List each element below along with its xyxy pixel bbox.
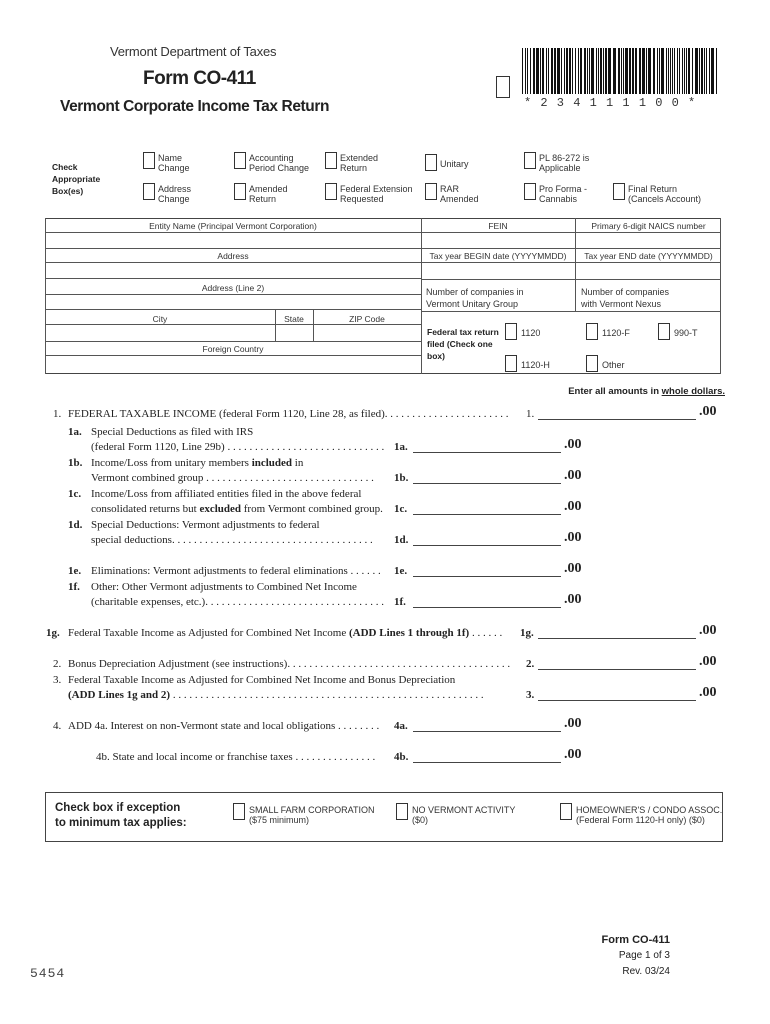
barcode-bar	[527, 48, 528, 94]
tax-year-end-label: Tax year END date (YYYYMMDD)	[584, 251, 713, 261]
line-1g-num: 1g.	[46, 627, 60, 639]
line-1g-cents: .00	[699, 623, 717, 638]
unitary-checkbox[interactable]	[425, 154, 437, 171]
line-1e-ref: 1e.	[394, 565, 408, 577]
barcode-bar	[623, 48, 624, 94]
barcode-bar	[596, 48, 597, 94]
line-1c-ref: 1c.	[394, 503, 408, 515]
line-1a-text-b: (federal Form 1120, Line 29b) . . . . . . . . . . . . . . . . . . . . . . . . . . . . .	[91, 441, 385, 453]
barcode-bar	[566, 48, 568, 94]
federal-other-label: Other	[602, 360, 625, 370]
line-1d-num: 1d.	[68, 519, 83, 531]
line-1g-text-pre: Federal Taxable Income as Adjusted for Combined Net Income	[68, 627, 349, 639]
line-1d-text-a: Special Deductions: Vermont adjustments to federal	[91, 519, 320, 531]
entity-name-field[interactable]	[47, 234, 419, 247]
barcode-bar	[575, 48, 576, 94]
line-1c-text-b-emph: excluded	[199, 503, 242, 515]
line-2-text: Bonus Depreciation Adjustment (see instructions). . . . . . . . . . . . . . . . . . . . . . . . . . . . . . . . . . . . . . . . .	[68, 658, 511, 670]
federal-1120f-checkbox[interactable]	[586, 323, 598, 340]
federal-1120h-checkbox[interactable]	[505, 355, 517, 372]
line-3-text-b-post: . . . . . . . . . . . . . . . . . . . . . . . . . . . . . . . . . . . . . . . . . . . . . . . . . . . . . . . . .	[170, 689, 484, 701]
barcode-bar	[709, 48, 710, 94]
foreign-country-field[interactable]	[47, 357, 419, 371]
address-label: Address	[217, 251, 249, 261]
barcode-bar	[561, 48, 562, 94]
barcode-bar	[621, 48, 622, 94]
barcode-bar	[642, 48, 645, 94]
whole-dollars-note	[450, 386, 725, 397]
line-1d-ref: 1d.	[394, 534, 409, 546]
name-change-checkbox[interactable]	[143, 152, 155, 169]
exception-heading	[55, 801, 187, 831]
amended-return-checkbox[interactable]	[234, 183, 246, 200]
line-1-ref: 1.	[526, 408, 535, 420]
department-name: Vermont Department of Taxes	[110, 44, 277, 59]
barcode-bar	[659, 48, 660, 94]
num-companies-nexus-label: Number of companies with Vermont Nexus	[581, 287, 670, 309]
whole-dollars-note-prefix: Enter all amounts in	[568, 386, 662, 397]
line-3-text-b-emph: (ADD Lines 1g and 2)	[68, 689, 171, 701]
barcode-bar	[569, 48, 571, 94]
line-1g-ref: 1g.	[520, 627, 534, 639]
line-4b-cents: .00	[564, 747, 582, 762]
city-field[interactable]	[47, 326, 273, 340]
barcode-bar	[684, 48, 685, 94]
barcode-bar	[711, 48, 714, 94]
barcode-bar	[635, 48, 637, 94]
barcode-bar	[598, 48, 599, 94]
check-boxes-heading: Check Appropriate Box(es)	[52, 162, 101, 196]
barcode-bar	[704, 48, 705, 94]
rar-amended-checkbox[interactable]	[425, 183, 437, 200]
exception-heading-line-2: to minimum tax applies:	[55, 817, 187, 829]
line-1b-text-a-post: in	[292, 457, 304, 469]
line-1e-cents: .00	[564, 561, 582, 576]
federal-other-checkbox[interactable]	[586, 355, 598, 372]
line-1b-ref: 1b.	[394, 472, 409, 484]
barcode-bar	[668, 48, 669, 94]
footer-page: Page 1 of 3	[618, 950, 670, 961]
barcode-number: * 2 3 4 1 1 1 1 0 0 *	[524, 96, 697, 110]
federal-return-label: Federal tax return filed (Check one box)	[427, 327, 499, 361]
barcode-bar	[716, 48, 717, 94]
barcode-bar	[618, 48, 620, 94]
footer-form-name: Form CO-411	[601, 934, 670, 946]
num-companies-unitary-label: Number of companies in Vermont Unitary Group	[426, 287, 524, 309]
line-1c-text-a: Income/Loss from affiliated entities filed in the above federal	[91, 488, 362, 500]
barcode-bar	[525, 48, 526, 94]
line-1f-text-b: (charitable expenses, etc.). . . . . . . . . . . . . . . . . . . . . . . . . . . . . . . . .	[91, 596, 384, 608]
footer-rev: Rev. 03/24	[622, 966, 670, 977]
barcode-bar	[661, 48, 664, 94]
barcode-bar	[564, 48, 565, 94]
tax-year-end-field[interactable]	[578, 264, 719, 277]
line-1c-cents: .00	[564, 499, 582, 514]
line-1b-text-a-emph: included	[251, 457, 293, 469]
line-1b-text-a-pre: Income/Loss from unitary members	[91, 457, 252, 469]
line-1c-num: 1c.	[68, 488, 82, 500]
barcode-bar	[701, 48, 703, 94]
accounting-period-change-label: Accounting Period Change	[249, 153, 310, 173]
barcode-bar	[548, 48, 549, 94]
barcode-bar	[587, 48, 588, 94]
barcode	[522, 48, 722, 96]
homeowners-label-2: (Federal Form 1120-H only) ($0)	[576, 815, 705, 825]
barcode-bar	[646, 48, 647, 94]
small-farm-checkbox[interactable]	[233, 803, 245, 820]
barcode-bar	[589, 48, 590, 94]
line-1g-text-post: . . . . . .	[469, 627, 503, 639]
line-1c-amount-field[interactable]	[413, 502, 561, 515]
line-1c-text-b-post: from Vermont combined group.	[241, 503, 383, 515]
amended-return-label: Amended Return	[249, 184, 288, 204]
line-1c-text-b	[91, 503, 383, 515]
no-vermont-activity-checkbox[interactable]	[396, 803, 408, 820]
line-3-ref: 3.	[526, 689, 535, 701]
barcode-bar	[530, 48, 531, 94]
barcode-bar	[554, 48, 556, 94]
barcode-bar	[672, 48, 673, 94]
barcode-bar	[692, 48, 693, 94]
barcode-bar	[625, 48, 628, 94]
no-vermont-activity-label-2: ($0)	[412, 815, 429, 825]
barcode-bar	[584, 48, 586, 94]
federal-1120-checkbox[interactable]	[505, 323, 517, 340]
barcode-bar	[603, 48, 604, 94]
barcode-bar	[699, 48, 700, 94]
line-1d-cents: .00	[564, 530, 582, 545]
line-1a-ref: 1a.	[394, 441, 408, 453]
line-1g-text	[68, 627, 502, 639]
barcode-bar	[540, 48, 541, 94]
line-2-num: 2.	[53, 658, 62, 670]
city-label: City	[152, 314, 168, 324]
federal-1120h-label: 1120-H	[521, 360, 550, 370]
line-4-num: 4.	[53, 720, 62, 732]
foreign-country-label: Foreign Country	[202, 344, 264, 354]
line-1-text: FEDERAL TAXABLE INCOME (federal Form 1120, Line 28, as filed). . . . . . . . . . . . . . . . . . . . . . .	[68, 408, 509, 420]
line-1a-num: 1a.	[68, 426, 82, 438]
line-1c-text-b-pre: consolidated returns but	[91, 503, 200, 515]
line-1a-cents: .00	[564, 437, 582, 452]
line-1f-cents: .00	[564, 592, 582, 607]
line-1d-text-b: special deductions. . . . . . . . . . . . . . . . . . . . . . . . . . . . . . . . . . . . .	[91, 534, 373, 546]
unitary-label: Unitary	[440, 159, 469, 169]
line-1g-amount-field[interactable]	[538, 626, 696, 639]
extended-return-label: Extended Return	[340, 153, 379, 173]
barcode-bar	[688, 48, 690, 94]
form-code: 5454	[30, 966, 66, 981]
address-field[interactable]	[47, 264, 419, 277]
barcode-bar	[557, 48, 560, 94]
address-change-checkbox[interactable]	[143, 183, 155, 200]
barcode-bar	[706, 48, 707, 94]
barcode-bar	[546, 48, 547, 94]
barcode-bar	[674, 48, 675, 94]
line-3-text-a: Federal Taxable Income as Adjusted for Combined Net Income and Bonus Depreciation	[68, 674, 456, 686]
final-return-label: Final Return (Cancels Account)	[628, 184, 702, 204]
line-3-amount-field[interactable]	[538, 688, 696, 701]
line-1-num: 1.	[53, 408, 62, 420]
line-1a-text-a: Special Deductions as filed with IRS	[91, 426, 254, 438]
barcode-bar	[682, 48, 683, 94]
barcode-bar	[551, 48, 553, 94]
barcode-bar	[605, 48, 607, 94]
federal-1120-label: 1120	[521, 328, 541, 338]
line-4b-amount-field[interactable]	[413, 750, 561, 763]
exception-heading-line-1: Check box if exception	[55, 802, 181, 814]
line-1-amount-field[interactable]	[538, 407, 696, 420]
tax-year-begin-field[interactable]	[423, 264, 573, 277]
return-title: Vermont Corporate Income Tax Return	[60, 98, 330, 115]
barcode-bar	[522, 48, 523, 94]
line-4b-ref: 4b.	[394, 751, 409, 763]
barcode-bar	[580, 48, 582, 94]
naics-label: Primary 6-digit NAICS number	[591, 221, 706, 231]
line-1e-amount-field[interactable]	[413, 564, 561, 577]
line-4a-amount-field[interactable]	[413, 719, 561, 732]
barcode-bar	[639, 48, 641, 94]
tax-year-begin-label: Tax year BEGIN date (YYYYMMDD)	[429, 251, 567, 261]
pro-forma-label: Pro Forma - Cannabis	[539, 184, 588, 204]
barcode-bar	[648, 48, 651, 94]
line-1f-text-a: Other: Other Vermont adjustments to Combined Net Income	[91, 581, 357, 593]
line-1b-text-b: Vermont combined group . . . . . . . . . . . . . . . . . . . . . . . . . . . . . . .	[91, 472, 374, 484]
form-title: Form CO-411	[143, 68, 256, 89]
line-4a-ref: 4a.	[394, 720, 408, 732]
entity-name-label: Entity Name (Principal Vermont Corporation)	[149, 221, 317, 231]
whole-dollars-note-emph: whole dollars.	[661, 386, 725, 397]
federal-1120f-label: 1120-F	[602, 328, 630, 338]
federal-extension-checkbox[interactable]	[325, 183, 337, 200]
pl-86-272-label: PL 86-272 is Applicable	[539, 153, 590, 173]
line-1d-amount-field[interactable]	[413, 533, 561, 546]
pro-forma-checkbox[interactable]	[524, 183, 536, 200]
line-3-num: 3.	[53, 674, 62, 686]
accounting-period-change-checkbox[interactable]	[234, 152, 246, 169]
line-2-amount-field[interactable]	[538, 657, 696, 670]
homeowners-label	[576, 805, 722, 825]
barcode-bar	[657, 48, 658, 94]
no-vermont-activity-label-1: NO VERMONT ACTIVITY	[412, 805, 516, 815]
address2-field[interactable]	[47, 296, 419, 308]
homeowners-checkbox[interactable]	[560, 803, 572, 820]
barcode-bar	[542, 48, 544, 94]
barcode-bar	[608, 48, 611, 94]
line-1f-amount-field[interactable]	[413, 595, 561, 608]
line-1-cents: .00	[699, 404, 717, 419]
line-1a-amount-field[interactable]	[413, 440, 561, 453]
address-change-label: Address Change	[158, 184, 192, 204]
barcode-bar	[629, 48, 631, 94]
barcode-bar	[600, 48, 602, 94]
line-1b-cents: .00	[564, 468, 582, 483]
address2-label: Address (Line 2)	[201, 283, 265, 293]
line-1b-num: 1b.	[68, 457, 83, 469]
state-field[interactable]	[277, 326, 311, 340]
scan-marker-box	[496, 76, 510, 98]
barcode-bar	[613, 48, 616, 94]
name-change-label: Name Change	[158, 153, 190, 173]
line-4a-cents: .00	[564, 716, 582, 731]
line-1f-ref: 1f.	[394, 596, 406, 608]
barcode-bar	[679, 48, 680, 94]
no-vermont-activity-label	[412, 805, 515, 825]
barcode-bar	[632, 48, 634, 94]
fein-label: FEIN	[488, 221, 508, 231]
federal-990t-label: 990-T	[674, 328, 698, 338]
barcode-bar	[572, 48, 573, 94]
barcode-bar	[533, 48, 535, 94]
line-3-text-b	[68, 689, 484, 701]
state-label: State	[284, 314, 304, 324]
barcode-bar	[677, 48, 678, 94]
extended-return-checkbox[interactable]	[325, 152, 337, 169]
barcode-bar	[653, 48, 655, 94]
zip-label: ZIP Code	[349, 314, 385, 324]
line-1e-num: 1e.	[68, 565, 82, 577]
line-2-ref: 2.	[526, 658, 535, 670]
zip-field[interactable]	[315, 326, 419, 340]
line-2-cents: .00	[699, 654, 717, 669]
barcode-bar	[591, 48, 594, 94]
line-1f-num: 1f.	[68, 581, 80, 593]
line-1e-text: Eliminations: Vermont adjustments to federal eliminations . . . . . .	[91, 565, 381, 577]
barcode-bar	[670, 48, 671, 94]
barcode-bar	[536, 48, 539, 94]
line-1g-text-emph: (ADD Lines 1 through 1f)	[348, 627, 470, 639]
line-4a-text: ADD 4a. Interest on non-Vermont state and local obligations . . . . . . . .	[68, 720, 380, 732]
fein-field[interactable]	[423, 234, 573, 247]
naics-field[interactable]	[578, 234, 719, 247]
line-1b-text-a	[91, 457, 303, 469]
rar-amended-label: RAR Amended	[440, 184, 479, 204]
homeowners-label-1: HOMEOWNER'S / CONDO ASSOC.	[576, 805, 723, 815]
federal-extension-label: Federal Extension Requested	[340, 184, 413, 204]
barcode-bar	[695, 48, 698, 94]
line-3-cents: .00	[699, 685, 717, 700]
federal-990t-checkbox[interactable]	[658, 323, 670, 340]
line-1b-amount-field[interactable]	[413, 471, 561, 484]
barcode-bar	[578, 48, 579, 94]
line-4b-text: 4b. State and local income or franchise taxes . . . . . . . . . . . . . . .	[96, 751, 376, 763]
small-farm-label-2: ($75 minimum)	[249, 815, 310, 825]
small-farm-label	[249, 805, 375, 825]
barcode-bar	[686, 48, 687, 94]
barcode-bar	[666, 48, 667, 94]
pl-86-272-checkbox[interactable]	[524, 152, 536, 169]
final-return-checkbox[interactable]	[613, 183, 625, 200]
small-farm-label-1: SMALL FARM CORPORATION	[249, 805, 375, 815]
